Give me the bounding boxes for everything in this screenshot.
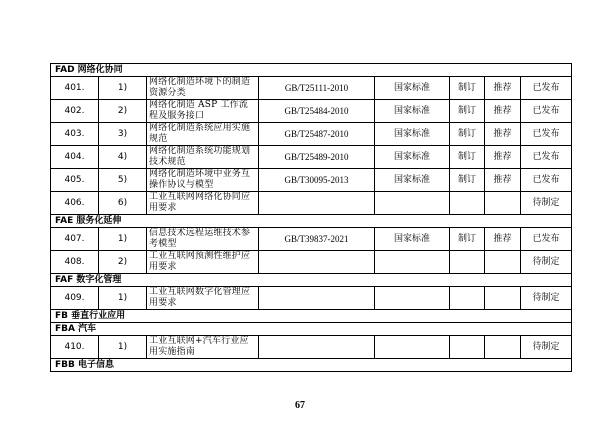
sub-number-cell: 1) bbox=[99, 228, 147, 251]
status-cell: 已发布 bbox=[521, 77, 572, 100]
row-number-cell: 401. bbox=[51, 77, 99, 100]
property-cell: 推荐 bbox=[485, 169, 521, 192]
status-cell: 已发布 bbox=[521, 169, 572, 192]
work-type-cell: 制订 bbox=[450, 77, 485, 100]
standard-code-cell bbox=[259, 287, 375, 310]
section-title: FAD 网络化协同 bbox=[51, 64, 572, 77]
standard-code-cell: GB/T25487-2010 bbox=[259, 123, 375, 146]
section-header-row bbox=[51, 274, 572, 287]
work-type-cell: 制订 bbox=[450, 228, 485, 251]
page-number: 67 bbox=[295, 400, 305, 411]
sub-number-cell: 2) bbox=[99, 100, 147, 123]
table-row bbox=[51, 228, 572, 251]
table-row bbox=[51, 77, 572, 100]
row-number-cell: 404. bbox=[51, 146, 99, 169]
work-type-cell: 制订 bbox=[450, 146, 485, 169]
table-row bbox=[51, 123, 572, 146]
table-body bbox=[51, 64, 572, 372]
sub-number-cell: 2) bbox=[99, 251, 147, 274]
status-cell: 待制定 bbox=[521, 287, 572, 310]
standard-level-cell bbox=[375, 251, 450, 274]
status-cell: 已发布 bbox=[521, 123, 572, 146]
standard-code-cell bbox=[259, 251, 375, 274]
standard-code-cell: GB/T25484-2010 bbox=[259, 100, 375, 123]
sub-number-cell: 5) bbox=[99, 169, 147, 192]
standard-name-cell: 网络化制造环境中业务互操作协议与模型 bbox=[147, 169, 259, 192]
sub-number-cell: 1) bbox=[99, 336, 147, 359]
section-header-row bbox=[51, 64, 572, 77]
property-cell bbox=[485, 251, 521, 274]
standard-level-cell: 国家标准 bbox=[375, 169, 450, 192]
table-row bbox=[51, 146, 572, 169]
row-number-cell: 408. bbox=[51, 251, 99, 274]
sub-number-cell: 6) bbox=[99, 192, 147, 215]
section-title: FAF 数字化管理 bbox=[51, 274, 572, 287]
row-number-cell: 410. bbox=[51, 336, 99, 359]
status-cell: 已发布 bbox=[521, 100, 572, 123]
work-type-cell: 制订 bbox=[450, 169, 485, 192]
standard-code-cell: GB/T39837-2021 bbox=[259, 228, 375, 251]
property-cell: 推荐 bbox=[485, 100, 521, 123]
standard-level-cell: 国家标准 bbox=[375, 100, 450, 123]
standard-level-cell: 国家标准 bbox=[375, 77, 450, 100]
standard-code-cell: GB/T25111-2010 bbox=[259, 77, 375, 100]
standard-name-cell: 信息技术远程运维技术参考模型 bbox=[147, 228, 259, 251]
property-cell: 推荐 bbox=[485, 146, 521, 169]
standard-level-cell bbox=[375, 287, 450, 310]
sub-number-cell: 4) bbox=[99, 146, 147, 169]
row-number-cell: 409. bbox=[51, 287, 99, 310]
standard-level-cell: 国家标准 bbox=[375, 123, 450, 146]
work-type-cell: 制订 bbox=[450, 100, 485, 123]
standard-code-cell: GB/T25489-2010 bbox=[259, 146, 375, 169]
standard-name-cell: 网络化制造环境下的制造资源分类 bbox=[147, 77, 259, 100]
row-number-cell: 407. bbox=[51, 228, 99, 251]
standard-code-cell bbox=[259, 336, 375, 359]
status-cell: 待制定 bbox=[521, 251, 572, 274]
work-type-cell bbox=[450, 336, 485, 359]
table-row bbox=[51, 100, 572, 123]
standard-level-cell bbox=[375, 336, 450, 359]
standard-name-cell: 工业互联网预测性维护应用要求 bbox=[147, 251, 259, 274]
property-cell bbox=[485, 287, 521, 310]
status-cell: 已发布 bbox=[521, 228, 572, 251]
property-cell: 推荐 bbox=[485, 123, 521, 146]
sub-number-cell: 1) bbox=[99, 77, 147, 100]
property-cell: 推荐 bbox=[485, 77, 521, 100]
status-cell: 已发布 bbox=[521, 146, 572, 169]
table-row bbox=[51, 169, 572, 192]
standard-code-cell: GB/T30095-2013 bbox=[259, 169, 375, 192]
standard-name-cell: 工业互联网+汽车行业应用实施指南 bbox=[147, 336, 259, 359]
section-header-row bbox=[51, 323, 572, 336]
section-header-row bbox=[51, 359, 572, 372]
table-row bbox=[51, 192, 572, 215]
standard-name-cell: 网络化制造系统应用实施规范 bbox=[147, 123, 259, 146]
section-header-row bbox=[51, 215, 572, 228]
row-number-cell: 403. bbox=[51, 123, 99, 146]
standard-name-cell: 工业互联网数字化管理应用要求 bbox=[147, 287, 259, 310]
row-number-cell: 402. bbox=[51, 100, 99, 123]
property-cell: 推荐 bbox=[485, 228, 521, 251]
standard-level-cell: 国家标准 bbox=[375, 228, 450, 251]
section-title: FBA 汽车 bbox=[51, 323, 572, 336]
property-cell bbox=[485, 336, 521, 359]
work-type-cell bbox=[450, 287, 485, 310]
section-title: FAE 服务化延伸 bbox=[51, 215, 572, 228]
standard-name-cell: 工业互联网网络化协同应用要求 bbox=[147, 192, 259, 215]
row-number-cell: 405. bbox=[51, 169, 99, 192]
standard-name-cell: 网络化制造 ASP 工作流程及服务接口 bbox=[147, 100, 259, 123]
section-title: FBB 电子信息 bbox=[51, 359, 572, 372]
work-type-cell: 制订 bbox=[450, 123, 485, 146]
property-cell bbox=[485, 192, 521, 215]
work-type-cell bbox=[450, 251, 485, 274]
standards-table bbox=[50, 63, 572, 372]
standard-name-cell: 网络化制造系统功能规划技术规范 bbox=[147, 146, 259, 169]
section-title: FB 垂直行业应用 bbox=[51, 310, 572, 323]
work-type-cell bbox=[450, 192, 485, 215]
sub-number-cell: 1) bbox=[99, 287, 147, 310]
standard-level-cell bbox=[375, 192, 450, 215]
row-number-cell: 406. bbox=[51, 192, 99, 215]
standard-code-cell bbox=[259, 192, 375, 215]
status-cell: 待制定 bbox=[521, 192, 572, 215]
table-row bbox=[51, 287, 572, 310]
table-row bbox=[51, 251, 572, 274]
status-cell: 待制定 bbox=[521, 336, 572, 359]
table-row bbox=[51, 336, 572, 359]
sub-number-cell: 3) bbox=[99, 123, 147, 146]
standard-level-cell: 国家标准 bbox=[375, 146, 450, 169]
section-header-row bbox=[51, 310, 572, 323]
